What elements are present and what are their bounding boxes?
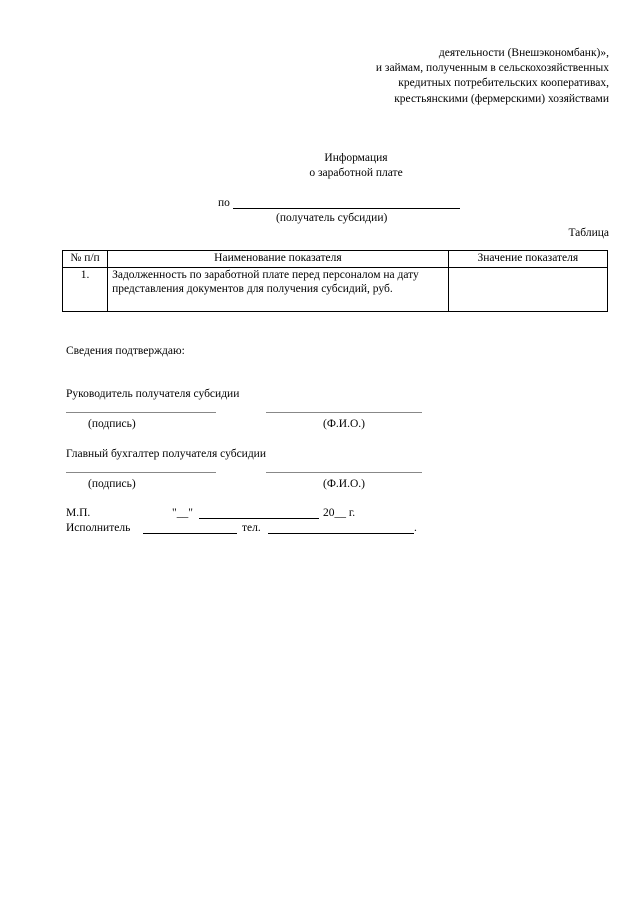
confirm-text: Сведения подтверждаю: [66, 345, 185, 357]
accountant-sign-caption: (подпись) [88, 478, 136, 490]
header-name: Наименование показателя [108, 251, 449, 268]
date-day-field[interactable]: "__" [172, 507, 193, 519]
document-title: Информация [324, 152, 388, 164]
header-num: № п/п [63, 251, 108, 268]
head-name-line[interactable] [266, 412, 422, 413]
header-value: Значение показателя [448, 251, 607, 268]
header-line-2: и займам, полученным в сельскохозяйственных [375, 62, 609, 74]
head-signature-line[interactable] [66, 412, 216, 413]
executor-label: Исполнитель [66, 522, 131, 534]
phone-line[interactable] [268, 533, 414, 534]
recipient-field-line[interactable] [233, 208, 460, 209]
phone-end-dot: . [414, 522, 417, 534]
accountant-signature-line[interactable] [66, 472, 216, 473]
info-table [62, 250, 608, 312]
row-name: Задолженность по заработной плате перед персоналом на дату представления документов для получения субсидий, руб. [108, 267, 449, 311]
header-line-4: крестьянскими (фермерскими) хозяйствами [394, 93, 609, 105]
accountant-name-line[interactable] [266, 472, 422, 473]
row-num: 1. [63, 267, 108, 311]
executor-line[interactable] [143, 533, 237, 534]
head-sign-caption: (подпись) [88, 418, 136, 430]
table-header-row [63, 251, 608, 268]
recipient-prefix: по [218, 197, 230, 209]
document-subtitle: о заработной плате [309, 167, 403, 179]
stamp-place-label: М.П. [66, 507, 91, 519]
row-value[interactable] [448, 267, 607, 311]
head-title: Руководитель получателя субсидии [66, 388, 240, 400]
header-line-1: деятельности (Внешэкономбанк)», [438, 47, 609, 59]
accountant-name-caption: (Ф.И.О.) [323, 478, 365, 490]
table-row [63, 267, 608, 311]
header-line-3: кредитных потребительских кооперативах, [398, 77, 609, 89]
recipient-caption: (получатель субсидии) [276, 212, 388, 224]
head-name-caption: (Ф.И.О.) [323, 418, 365, 430]
date-year-field[interactable]: 20__ г. [323, 507, 356, 519]
table-label: Таблица [568, 227, 609, 239]
phone-label: тел. [242, 522, 261, 534]
date-month-line[interactable] [199, 518, 319, 519]
accountant-title: Главный бухгалтер получателя субсидии [66, 448, 266, 460]
